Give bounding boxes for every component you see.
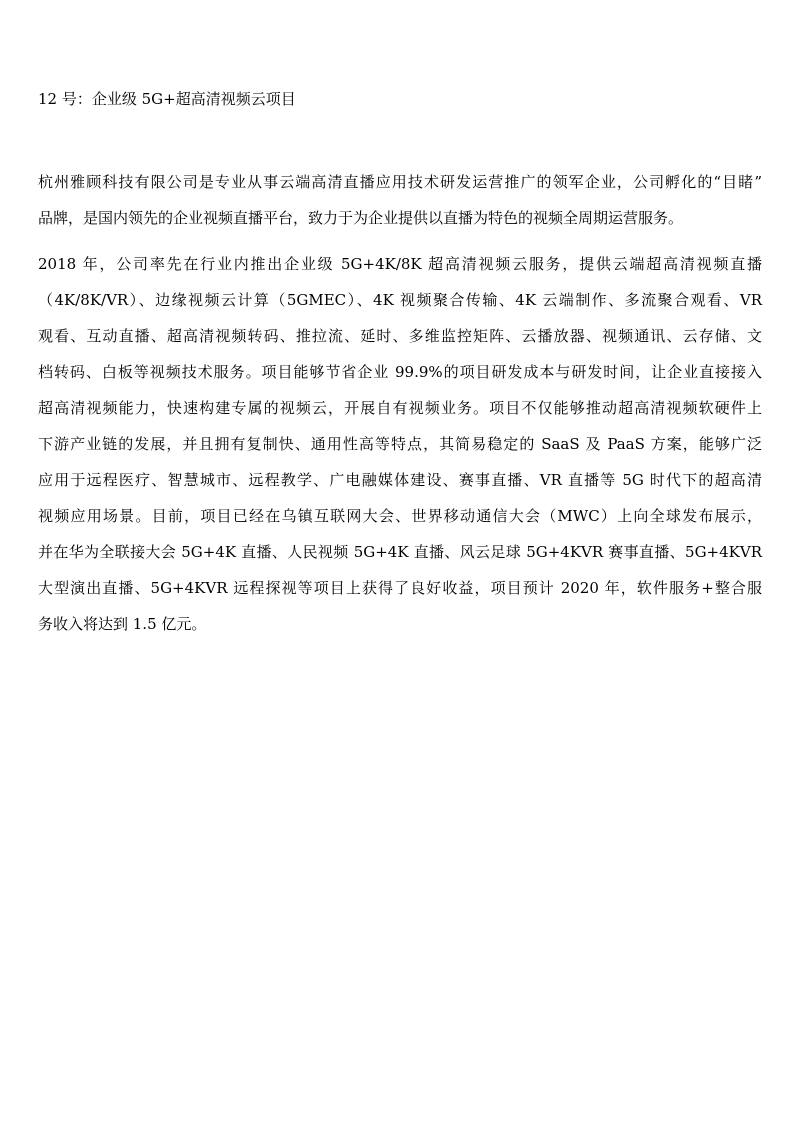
paragraph-line: 观看、互动直播、超高清视频转码、推拉流、延时、多维监控矩阵、云播放器、视频通讯、云存储、文 [38,327,762,345]
paragraph-line: （4K/8K/VR）、边缘视频云计算（5GMEC）、4K 视频聚合传输、4K 云端制作、多流聚合观看、VR [38,291,762,309]
paragraph-line: 并在华为全联接大会 5G+4K 直播、人民视频 5G+4K 直播、风云足球 5G+4KVR 赛事直播、5G+4KVR [38,543,762,561]
paragraph-line: 应用于远程医疗、智慧城市、远程教学、广电融媒体建设、赛事直播、VR 直播等 5G 时代下的超高清 [38,471,762,489]
paragraph-line: 2018 年，公司率先在行业内推出企业级 5G+4K/8K 超高清视频云服务，提供云端超高清视频直播 [38,255,762,273]
paragraph-line: 务收入将达到 1.5 亿元。 [38,615,207,633]
paragraph-line: 档转码、白板等视频技术服务。项目能够节省企业 99.9%的项目研发成本与研发时间，让企业直接接入 [38,363,762,381]
paragraph-line: 下游产业链的发展，并且拥有复制快、通用性高等特点，其简易稳定的 SaaS 及 PaaS 方案，能够广泛 [38,435,762,453]
company-intro-paragraph [38,164,762,236]
paragraph-line: 视频应用场景。目前，项目已经在乌镇互联网大会、世界移动通信大会（MWC）上向全球发布展示， [38,507,762,525]
paragraph-line: 杭州雅顾科技有限公司是专业从事云端高清直播应用技术研发运营推广的领军企业，公司孵化的“目睹” [38,173,762,191]
paragraph-line: 品牌，是国内领先的企业视频直播平台，致力于为企业提供以直播为特色的视频全周期运营服务。 [38,209,684,227]
project-description-paragraph [38,246,762,642]
paragraph-line: 超高清视频能力，快速构建专属的视频云，开展自有视频业务。项目不仅能够推动超高清视频软硬件上 [38,399,762,417]
section-heading: 12 号：企业级 5G+超高清视频云项目 [38,90,296,108]
paragraph-line: 大型演出直播、5G+4KVR 远程探视等项目上获得了良好收益，项目预计 2020 年，软件服务+整合服 [38,579,762,597]
